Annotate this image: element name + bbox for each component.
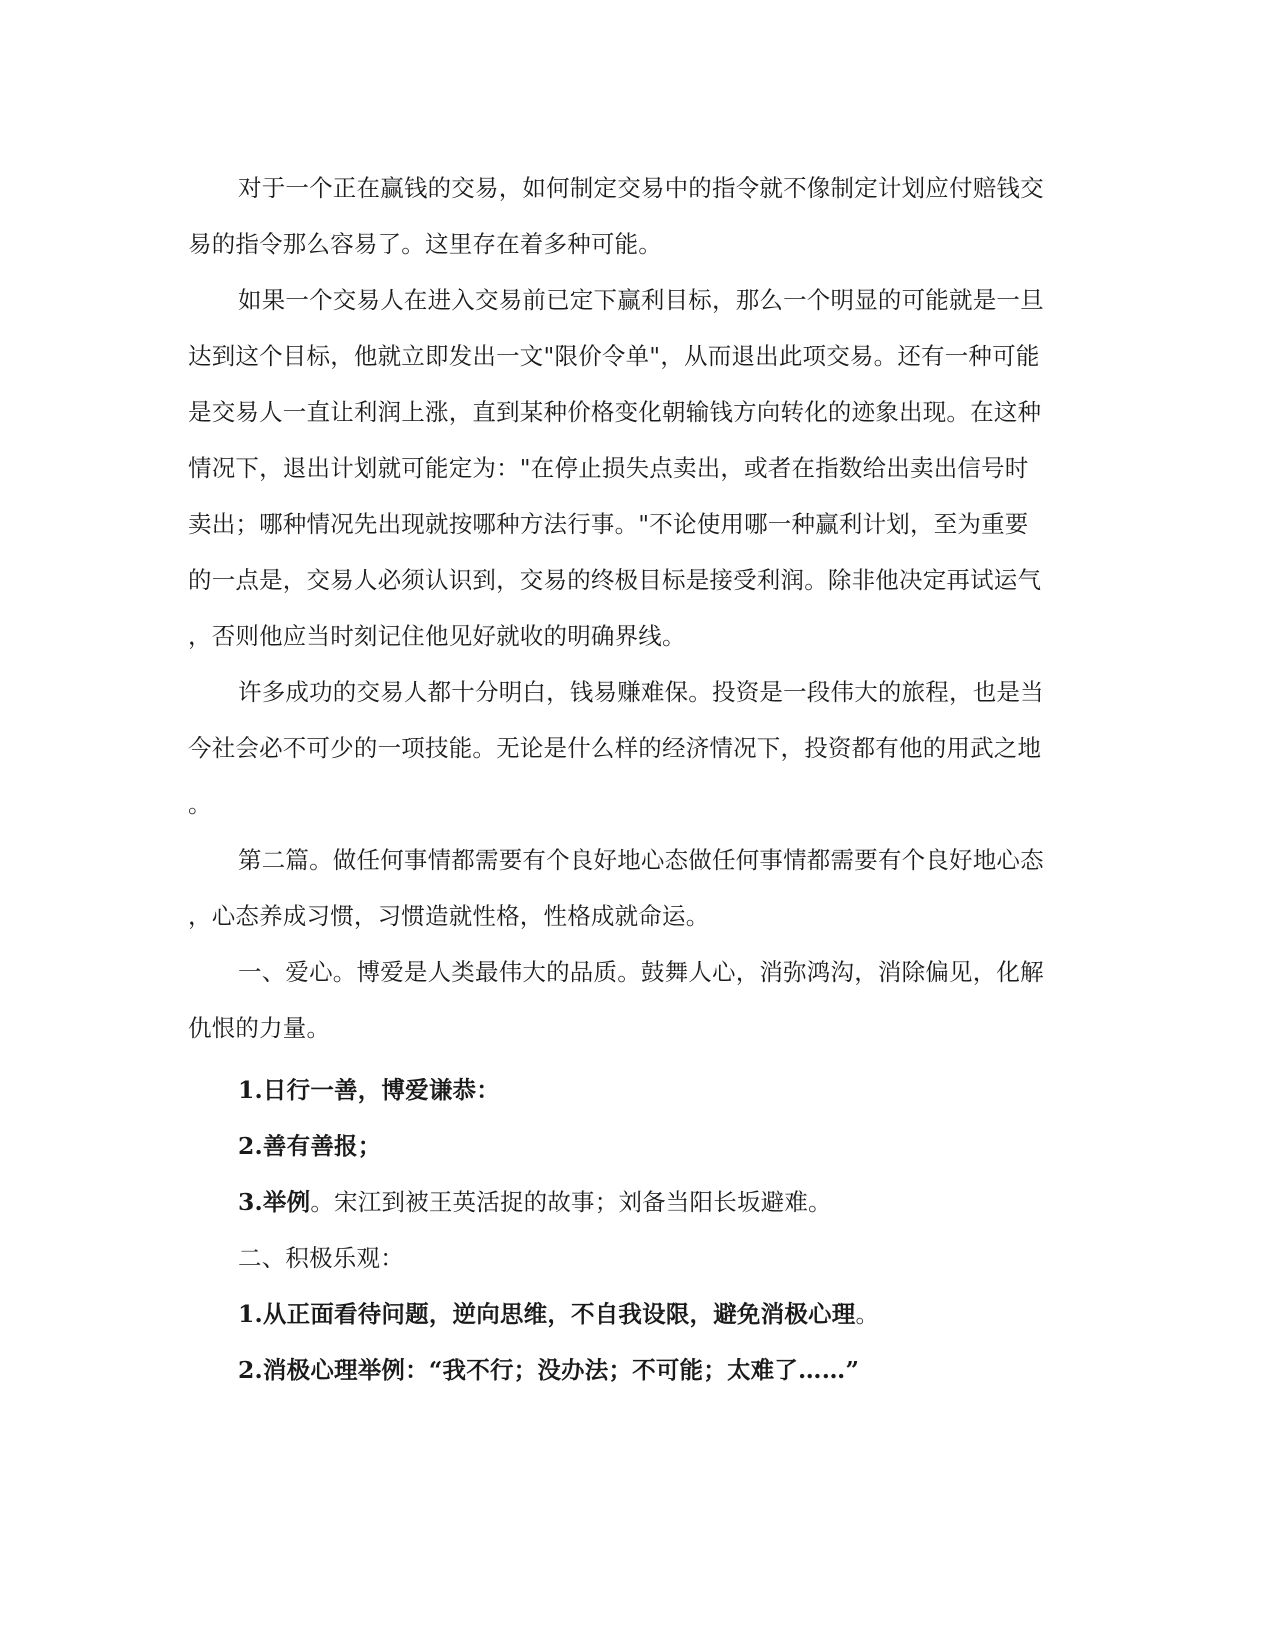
paragraph-line: 达到这个目标，他就立即发出一文"限价令单"，从而退出此项交易。还有一种可能 [188,342,1040,370]
paragraph-line: 卖出；哪种情况先出现就按哪种方法行事。"不论使用哪一种赢利计划，至为重要 [188,510,1029,538]
paragraph-line: 。 [188,790,212,818]
paragraph-line: 易的指令那么容易了。这里存在着多种可能。 [188,230,662,258]
list-item-bold: 2.善有善报； [238,1132,382,1160]
paragraph-line: 今社会必不可少的一项技能。无论是什么样的经济情况下，投资都有他的用武之地 [188,734,1042,762]
paragraph-line: 对于一个正在赢钱的交易，如何制定交易中的指令就不像制定计划应付赔钱交 [238,174,1044,202]
paragraph-line: 情况下，退出计划就可能定为："在停止损失点卖出，或者在指数给出卖出信号时 [188,454,1029,482]
list-item-bold: 3.举例 [238,1188,311,1216]
list-item-bold: 1.从正面看待问题，逆向思维，不自我设限，避免消极心理 [238,1300,856,1328]
list-item [238,1075,500,1105]
list-item-rest: 。宋江到被王英活捉的故事；刘备当阳长坂避难。 [310,1188,832,1216]
paragraph-line: 的一点是，交易人必须认识到，交易的终极目标是接受利润。除非他决定再试运气 [188,566,1042,594]
paragraph-line: ，心态养成习惯，习惯造就性格，性格成就命运。 [188,902,710,930]
list-item-rest: 。 [855,1300,880,1328]
list-item [238,1299,879,1329]
list-item [238,1187,832,1217]
section-heading-line: 一、爱心。博爱是人类最伟大的品质。鼓舞人心，消弥鸿沟，消除偏见，化解 [238,958,1044,986]
paragraph-line: 是交易人一直让利润上涨，直到某种价格变化朝输钱方向转化的迹象出现。在这种 [188,398,1042,426]
list-item-bold: 1.日行一善，博爱谦恭： [238,1076,500,1104]
paragraph-line: ，否则他应当时刻记住他见好就收的明确界线。 [188,622,686,650]
paragraph-line: 仇恨的力量。 [188,1014,331,1042]
paragraph-line: 第二篇。做任何事情都需要有个良好地心态做任何事情都需要有个良好地心态 [238,846,1044,874]
list-item-bold: 2.消极心理举例：“我不行；没办法；不可能；太难了……” [238,1356,860,1384]
section-heading: 二、积极乐观： [238,1244,404,1272]
paragraph-line: 如果一个交易人在进入交易前已定下赢利目标，那么一个明显的可能就是一旦 [238,286,1044,314]
paragraph-line: 许多成功的交易人都十分明白，钱易赚难保。投资是一段伟大的旅程，也是当 [238,678,1044,706]
list-item [238,1131,381,1161]
list-item [238,1355,859,1385]
